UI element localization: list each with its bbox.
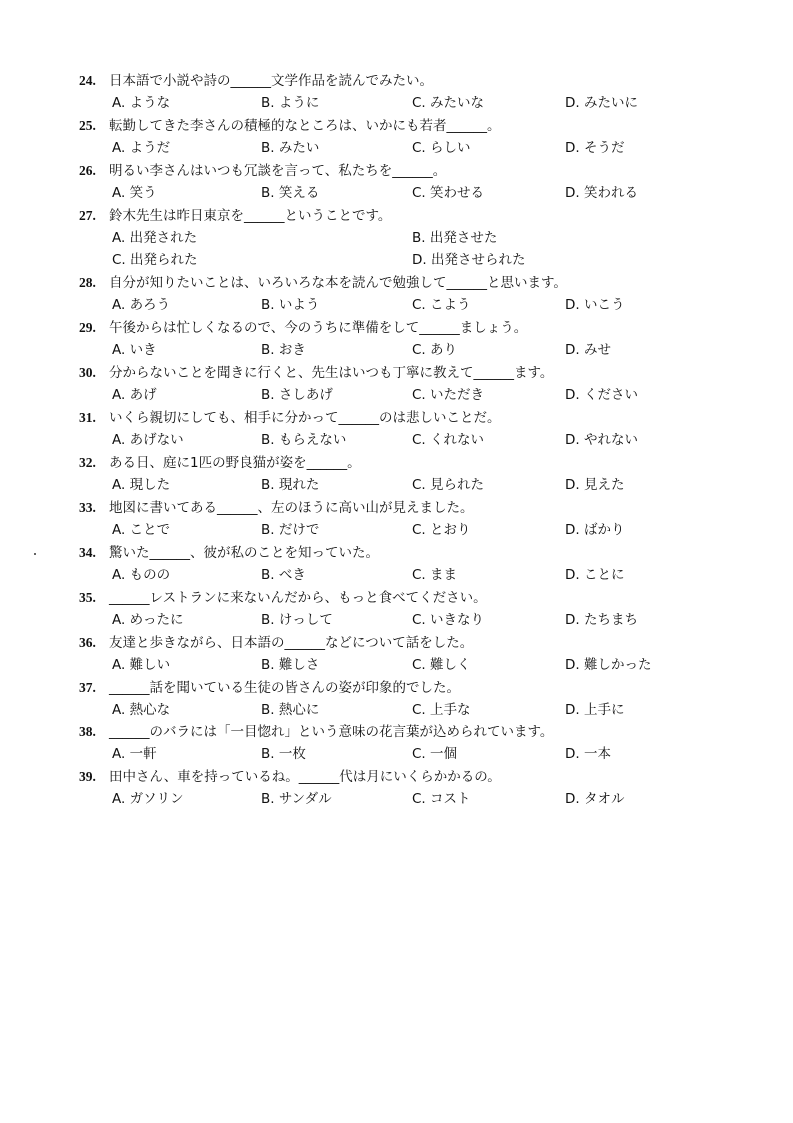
option-a[interactable]: A. 難しい xyxy=(112,657,171,673)
option-a[interactable]: A. いき xyxy=(112,342,157,358)
question-text: ______話を聞いている生徒の皆さんの姿が印象的でした。 xyxy=(109,680,460,696)
question-25 xyxy=(79,115,779,159)
question-number: 33. xyxy=(79,500,96,515)
question-number: 28. xyxy=(79,275,96,290)
option-c[interactable]: C. まま xyxy=(412,567,458,583)
option-d[interactable]: D. ください xyxy=(565,387,638,403)
question-stem xyxy=(79,70,779,92)
options-row xyxy=(79,137,779,159)
option-b[interactable]: B. もらえない xyxy=(261,432,347,448)
option-a[interactable]: A. あげない xyxy=(112,432,184,448)
question-number: 25. xyxy=(79,118,96,133)
option-b[interactable]: B. 一枚 xyxy=(261,746,306,762)
question-number: 34. xyxy=(79,545,96,560)
question-stem xyxy=(79,632,779,654)
question-stem xyxy=(79,497,779,519)
option-b[interactable]: B. いよう xyxy=(261,297,320,313)
question-34 xyxy=(79,542,779,586)
option-c[interactable]: C. 一個 xyxy=(412,746,458,762)
options-row xyxy=(79,294,779,316)
option-c[interactable]: C. 笑わせる xyxy=(412,185,485,201)
option-c[interactable]: C. 難しく xyxy=(412,657,471,673)
question-number: 36. xyxy=(79,635,96,650)
option-c[interactable]: C. みたいな xyxy=(412,95,485,111)
option-a[interactable]: A. あろう xyxy=(112,297,171,313)
option-d[interactable]: D. タオル xyxy=(565,791,625,807)
option-d[interactable]: D. 見えた xyxy=(565,477,625,493)
option-a[interactable]: A. ような xyxy=(112,95,171,111)
question-37 xyxy=(79,677,779,721)
question-33 xyxy=(79,497,779,541)
option-a[interactable]: A. ガソリン xyxy=(112,791,184,807)
options-row xyxy=(79,474,779,496)
option-a[interactable]: A. 笑う xyxy=(112,185,157,201)
question-stem xyxy=(79,115,779,137)
question-number: 31. xyxy=(79,410,96,425)
option-b[interactable]: B. みたい xyxy=(261,140,320,156)
question-text: 田中さん、車を持っているね。______代は月にいくらかかるの。 xyxy=(109,769,501,785)
option-d[interactable]: D. ばかり xyxy=(565,522,625,538)
question-stem xyxy=(79,766,779,788)
options-row xyxy=(79,384,779,406)
option-d[interactable]: D. いこう xyxy=(565,297,625,313)
question-text: ______のバラには「一目惚れ」という意味の花言葉が込められています。 xyxy=(109,724,554,740)
question-number: 24. xyxy=(79,73,96,88)
question-text: 分からないことを聞きに行くと、先生はいつも丁寧に教えて______ます。 xyxy=(109,365,554,381)
question-text: 日本語で小説や詩の______文学作品を読んでみたい。 xyxy=(109,73,433,89)
question-stem xyxy=(79,272,779,294)
option-b[interactable]: B. おき xyxy=(261,342,306,358)
option-c[interactable]: C. らしい xyxy=(412,140,471,156)
option-b[interactable]: B. 難しさ xyxy=(261,657,320,673)
question-text: 転勤してきた李さんの積極的なところは、いかにも若者______。 xyxy=(109,118,501,134)
option-b[interactable]: B. 笑える xyxy=(261,185,320,201)
option-b[interactable]: B. さしあげ xyxy=(261,387,333,403)
option-a[interactable]: A. ものの xyxy=(112,567,171,583)
options-row xyxy=(79,249,779,271)
option-a[interactable]: A. めったに xyxy=(112,612,184,628)
options-row xyxy=(79,429,779,451)
options-row xyxy=(79,227,779,249)
question-24 xyxy=(79,70,779,114)
question-38 xyxy=(79,721,779,765)
question-number: 35. xyxy=(79,590,96,605)
option-c[interactable]: C. 見られた xyxy=(412,477,485,493)
question-31 xyxy=(79,407,779,451)
question-number: 27. xyxy=(79,208,96,223)
question-text: 友達と歩きながら、日本語の______などについて話をした。 xyxy=(109,635,474,651)
option-b[interactable]: B. けっして xyxy=(261,612,333,628)
option-a[interactable]: A. 一軒 xyxy=(112,746,157,762)
question-text: ある日、庭に1匹の野良猫が姿を______。 xyxy=(109,455,361,471)
option-d[interactable]: D. そうだ xyxy=(565,140,625,156)
option-d[interactable]: D. ことに xyxy=(565,567,625,583)
question-27 xyxy=(79,205,779,271)
option-d[interactable]: D. みせ xyxy=(565,342,611,358)
options-row xyxy=(79,788,779,810)
option-b[interactable]: B. 熱心に xyxy=(261,702,320,718)
question-number: 29. xyxy=(79,320,96,335)
question-stem xyxy=(79,677,779,699)
options-row xyxy=(79,519,779,541)
question-number: 26. xyxy=(79,163,96,178)
option-d[interactable]: D. 一本 xyxy=(565,746,611,762)
option-c[interactable]: C. いきなり xyxy=(412,612,485,628)
question-stem xyxy=(79,721,779,743)
question-text: 驚いた______、彼が私のことを知っていた。 xyxy=(109,545,379,561)
question-text: 午後からは忙しくなるので、今のうちに準備をして______ましょう。 xyxy=(109,320,528,336)
option-b[interactable]: B. だけで xyxy=(261,522,320,538)
option-a[interactable]: A. 熱心な xyxy=(112,702,171,718)
option-a[interactable]: A. 現した xyxy=(112,477,171,493)
options-row xyxy=(79,699,779,721)
option-a[interactable]: A. ようだ xyxy=(112,140,171,156)
question-26 xyxy=(79,160,779,204)
option-c[interactable]: C. くれない xyxy=(412,432,485,448)
options-row xyxy=(79,339,779,361)
option-c[interactable]: C. 出発られた xyxy=(112,252,198,268)
options-row xyxy=(79,564,779,586)
question-number: 39. xyxy=(79,769,96,784)
question-number: 38. xyxy=(79,724,96,739)
options-row xyxy=(79,182,779,204)
question-text: 明るい李さんはいつも冗談を言って、私たちを______。 xyxy=(109,163,447,179)
question-36 xyxy=(79,632,779,676)
options-row xyxy=(79,92,779,114)
question-number: 37. xyxy=(79,680,96,695)
question-text: いくら親切にしても、相手に分かって______のは悲しいことだ。 xyxy=(109,410,501,426)
question-number: 30. xyxy=(79,365,96,380)
option-d[interactable]: D. やれない xyxy=(565,432,638,448)
question-29 xyxy=(79,317,779,361)
option-a[interactable]: A. 出発された xyxy=(112,230,198,246)
question-32 xyxy=(79,452,779,496)
question-39 xyxy=(79,766,779,810)
stray-mark xyxy=(34,553,36,555)
option-b[interactable]: B. べき xyxy=(261,567,306,583)
question-stem xyxy=(79,317,779,339)
option-c[interactable]: C. こよう xyxy=(412,297,471,313)
question-stem xyxy=(79,160,779,182)
question-stem xyxy=(79,542,779,564)
option-d[interactable]: D. 難しかった xyxy=(565,657,652,673)
option-d[interactable]: D. みたいに xyxy=(565,95,638,111)
question-35 xyxy=(79,587,779,631)
option-b[interactable]: B. ように xyxy=(261,95,320,111)
option-c[interactable]: C. とおり xyxy=(412,522,471,538)
option-a[interactable]: A. あげ xyxy=(112,387,157,403)
question-number: 32. xyxy=(79,455,96,470)
question-text: 地図に書いてある______、左のほうに高い山が見えました。 xyxy=(109,500,474,516)
question-stem xyxy=(79,587,779,609)
question-stem xyxy=(79,407,779,429)
question-28 xyxy=(79,272,779,316)
question-text: ______レストランに来ないんだから、もっと食べてください。 xyxy=(109,590,487,606)
option-c[interactable]: C. いただき xyxy=(412,387,485,403)
option-a[interactable]: A. ことで xyxy=(112,522,171,538)
question-stem xyxy=(79,452,779,474)
options-row xyxy=(79,609,779,631)
option-d[interactable]: D. たちまち xyxy=(565,612,638,628)
question-stem xyxy=(79,362,779,384)
option-b[interactable]: B. サンダル xyxy=(261,791,332,807)
question-text: 自分が知りたいことは、いろいろな本を読んで勉強して______と思います。 xyxy=(109,275,567,291)
option-c[interactable]: C. コスト xyxy=(412,791,471,807)
question-30 xyxy=(79,362,779,406)
option-d[interactable]: D. 出発させられた xyxy=(412,252,526,268)
option-d[interactable]: D. 笑われる xyxy=(565,185,638,201)
options-row xyxy=(79,743,779,765)
option-d[interactable]: D. 上手に xyxy=(565,702,625,718)
option-b[interactable]: B. 出発させた xyxy=(412,230,498,246)
option-b[interactable]: B. 現れた xyxy=(261,477,320,493)
option-c[interactable]: C. あり xyxy=(412,342,458,358)
question-text: 鈴木先生は昨日東京を______ということです。 xyxy=(109,208,392,224)
option-c[interactable]: C. 上手な xyxy=(412,702,471,718)
question-stem xyxy=(79,205,779,227)
options-row xyxy=(79,654,779,676)
